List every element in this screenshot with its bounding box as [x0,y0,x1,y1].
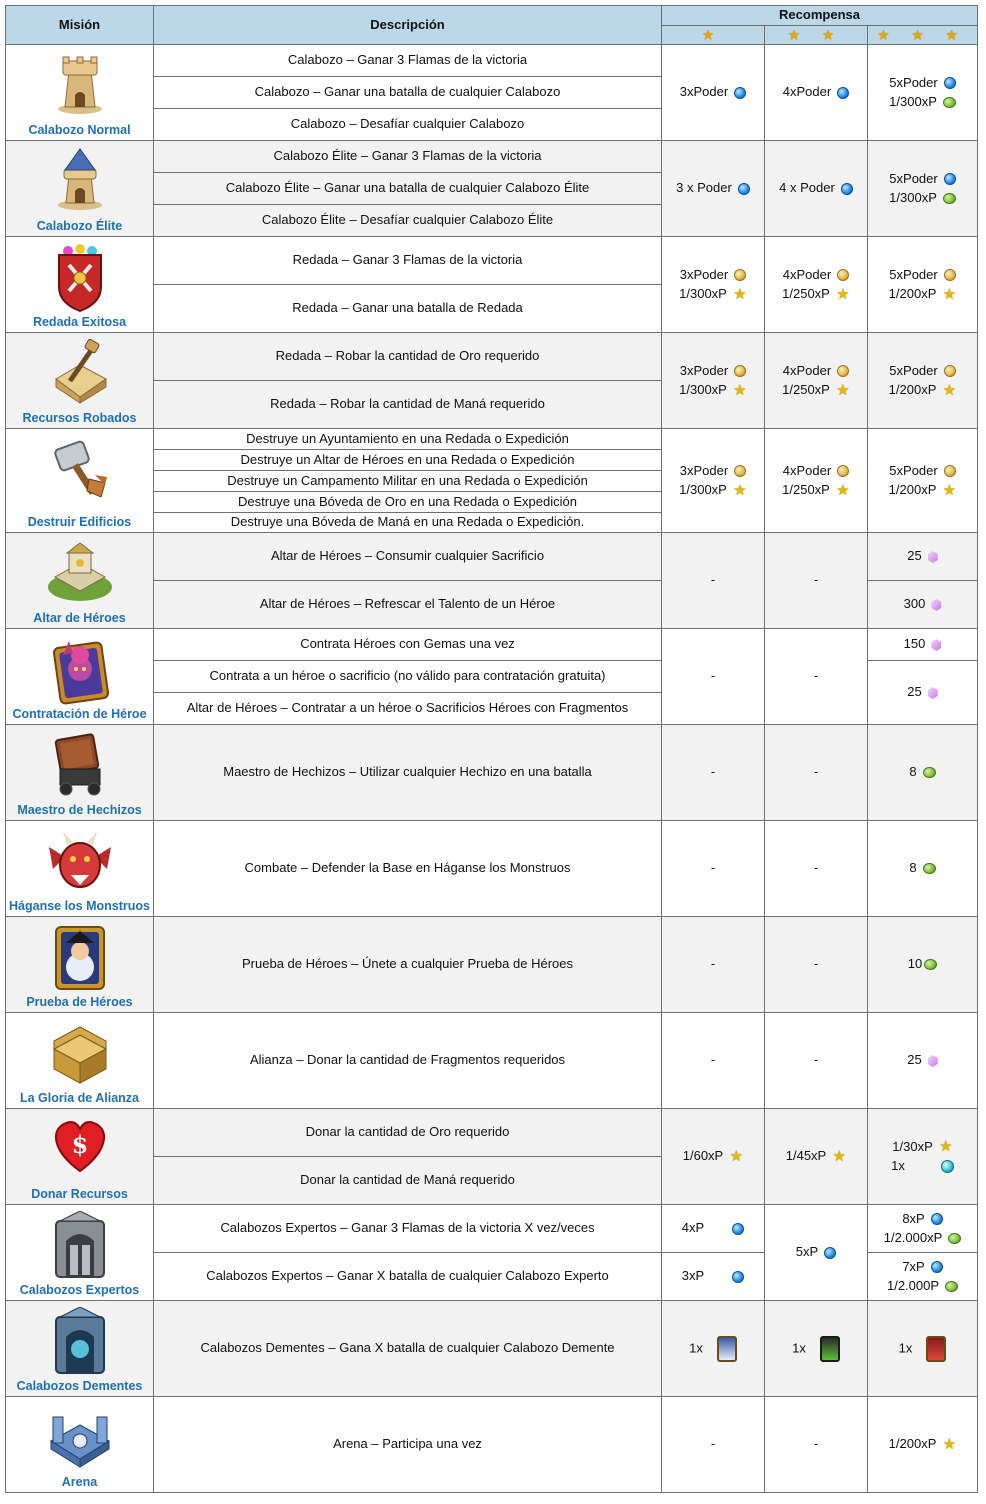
mission-cell [6,917,154,1013]
mission-description: Calabozo – Ganar 3 Flamas de la victoria [154,45,662,77]
power-icon [732,1223,744,1235]
mission-description: Combate – Defender la Base en Háganse los Monstruos [154,821,662,917]
guild-xp-leaf-icon [923,767,936,778]
mission-description: Redada – Robar la cantidad de Maná requerido [154,381,662,429]
mission-description: Calabozos Dementes – Gana X batalla de cualquier Calabozo Demente [154,1301,662,1397]
xp-star-icon: ★ [942,1435,957,1453]
svg-text:$: $ [71,1130,88,1159]
hero-portrait-icon [49,635,111,705]
mission-description: Destruye un Campamento Militar en una Redada o Expedición [154,471,662,492]
power-icon [837,87,849,99]
star-icon: ★ [702,27,724,42]
mission-cell [6,333,154,429]
mission-cell [6,45,154,141]
reward-2-star: - [765,1013,868,1109]
reward-1-star: 4xP [662,1205,765,1253]
mission-cell [6,429,154,533]
guild-xp-leaf-icon [924,959,937,970]
col-mission-header: Misión [6,6,154,45]
gold-coin-icon [837,365,849,377]
mission-name: Arena [61,1475,98,1490]
guild-xp-leaf-icon [943,97,956,108]
spellbook-icon [50,731,110,797]
reward-1-star: 3xPoder [662,45,765,141]
reward-3-star: 25 [868,661,978,725]
reward-3-star: 150 [868,629,978,661]
insane-gate-icon [50,1307,110,1377]
power-icon [824,1247,836,1259]
xp-star-icon: ★ [729,1147,743,1165]
mission-name: Calabozos Expertos [19,1283,140,1298]
gem-icon [928,1055,938,1067]
reward-2-star: 4 x Poder [765,141,868,237]
mission-description: Destruye una Bóveda de Oro en una Redada o Expedición [154,492,662,513]
mission-description: Contrata Héroes con Gemas una vez [154,629,662,661]
mana-orb-icon [941,1160,954,1173]
two-star-header [765,26,868,45]
reward-1-star: - [662,1397,765,1493]
mission-description: Calabozos Expertos – Ganar 3 Flamas de la victoria X vez/veces [154,1205,662,1253]
reward-2-star: - [765,533,868,629]
mission-name: Calabozos Dementes [16,1379,143,1394]
mission-name: Altar de Héroes [33,611,126,626]
reward-3-star: 25 [868,533,978,581]
mission-cell [6,1205,154,1301]
reward-3-star: 25 [868,1013,978,1109]
elite-tower-icon [53,147,107,211]
xp-star-icon: ★ [836,481,850,499]
reward-3-star: 5xPoder 1/200xP ★ [868,333,978,429]
hammer-icon [49,435,111,505]
mission-name: La Gloria de Alianza [19,1091,139,1106]
reward-3-star: 5xPoder 1/300xP [868,141,978,237]
gold-coin-icon [944,269,956,281]
mission-description: Calabozo – Ganar una batalla de cualquier Calabozo [154,77,662,109]
reward-2-star: - [765,725,868,821]
reward-2-star: 5xP [765,1205,868,1301]
mission-description: Maestro de Hechizos – Utilizar cualquier Hechizo en una batalla [154,725,662,821]
reward-1-star: - [662,821,765,917]
mission-description: Destruye un Ayuntamiento en una Redada o Expedición [154,429,662,450]
guild-xp-leaf-icon [943,193,956,204]
reward-2-star: 1/45xP ★ [765,1109,868,1205]
missions-table [5,5,978,1493]
col-description-header: Descripción [154,6,662,45]
swords-shield-icon [53,243,107,313]
expert-gate-icon [50,1211,110,1281]
reward-1-star: - [662,725,765,821]
gem-icon [931,599,941,611]
mission-description: Altar de Héroes – Consumir cualquier Sacrificio [154,533,662,581]
mission-name: Donar Recursos [31,1187,128,1202]
reward-3-star: 5xPoder 1/200xP ★ [868,429,978,533]
reward-1-star: 3xP [662,1253,765,1301]
mission-description: Altar de Héroes – Refrescar el Talento de un Héroe [154,581,662,629]
mission-cell [6,141,154,237]
gold-coin-icon [944,465,956,477]
xp-star-icon: ★ [942,481,957,499]
mission-cell [6,1109,154,1205]
reward-3-star: 1/30xP ★ 1x [868,1109,978,1205]
star-icon: ★ ★ ★ [878,27,967,42]
gem-icon [928,551,938,563]
altar-icon [45,539,115,605]
heart-dollar-icon [48,1115,112,1175]
mission-cell [6,1301,154,1397]
xp-star-icon: ★ [836,285,850,303]
mission-description: Contrata a un héroe o sacrificio (no válido para contratación gratuita) [154,661,662,693]
mission-description: Calabozo Élite – Ganar 3 Flamas de la victoria [154,141,662,173]
dragon-icon [43,827,117,895]
reward-2-star: - [765,821,868,917]
mission-cell [6,533,154,629]
reward-3-star: 8 [868,821,978,917]
reward-2-star: 4xPoder 1/250xP ★ [765,333,868,429]
mission-cell [6,725,154,821]
mission-description: Destruye un Altar de Héroes en una Redada o Expedición [154,450,662,471]
reward-1-star: 3xPoder 1/300xP ★ [662,237,765,333]
guild-xp-leaf-icon [948,1233,961,1244]
reward-2-star: 4xPoder [765,45,868,141]
reward-1-star: 1/60xP ★ [662,1109,765,1205]
power-icon [931,1261,943,1273]
gold-coin-icon [734,269,746,281]
reward-2-star: - [765,1397,868,1493]
reward-1-star: 3xPoder 1/300xP ★ [662,333,765,429]
arena-castle-icon [45,1403,115,1469]
mission-name: Recursos Robados [22,411,137,426]
power-icon [734,87,746,99]
mission-description: Calabozo – Desafíar cualquier Calabozo [154,109,662,141]
mission-description: Redada – Ganar una batalla de Redada [154,285,662,333]
reward-1-star: 1x [662,1301,765,1397]
reward-1-star: - [662,533,765,629]
mission-description: Redada – Robar la cantidad de Oro requerido [154,333,662,381]
reward-2-star: - [765,629,868,725]
gold-coin-icon [734,465,746,477]
reward-2-star: 4xPoder 1/250xP ★ [765,237,868,333]
mission-name: Contratación de Héroe [12,707,147,722]
reward-3-star: 8xP 1/2.000xP [868,1205,978,1253]
mission-cell [6,1397,154,1493]
mission-description: Donar la cantidad de Maná requerido [154,1157,662,1205]
reward-1-star: 3 x Poder [662,141,765,237]
reward-3-star: 5xPoder 1/300xP [868,45,978,141]
guild-xp-leaf-icon [923,863,936,874]
star-icon: ★ ★ [788,27,844,42]
mission-description: Donar la cantidad de Oro requerido [154,1109,662,1157]
power-icon [738,183,750,195]
reward-3-star: 300 [868,581,978,629]
reward-1-star: - [662,1013,765,1109]
xp-star-icon: ★ [942,381,957,399]
mission-description: Calabozos Expertos – Ganar X batalla de cualquier Calabozo Experto [154,1253,662,1301]
gold-coin-icon [837,465,849,477]
reward-3-star: 1/200xP ★ [868,1397,978,1493]
mission-name: Calabozo Normal [28,123,131,138]
three-star-header [868,26,978,45]
hero-card-icon [717,1336,737,1362]
reward-1-star: - [662,629,765,725]
alliance-chest-icon [48,1019,112,1085]
spell-card-icon [820,1336,840,1362]
tower-icon [53,51,107,115]
mission-cell [6,821,154,917]
xp-star-icon: ★ [733,285,747,303]
reward-2-star: - [765,917,868,1013]
power-icon [931,1213,943,1225]
reward-3-star: 8 [868,725,978,821]
mission-description: Destruye una Bóveda de Maná en una Redada o Expedición. [154,513,662,533]
reward-3-star: 10 [868,917,978,1013]
gold-coin-icon [944,365,956,377]
reward-3-star: 5xPoder 1/200xP ★ [868,237,978,333]
mission-cell [6,1013,154,1109]
reward-2-star: 1x [765,1301,868,1397]
reward-1-star: 3xPoder 1/300xP ★ [662,429,765,533]
mission-cell [6,237,154,333]
hero-trial-icon [50,923,110,993]
gem-icon [931,639,941,651]
mission-description: Altar de Héroes – Contratar a un héroe o Sacrificios Héroes con Fragmentos [154,693,662,725]
hero-card-icon [926,1336,946,1362]
mission-description: Redada – Ganar 3 Flamas de la victoria [154,237,662,285]
xp-star-icon: ★ [939,1138,953,1156]
xp-star-icon: ★ [942,285,957,303]
power-icon [841,183,853,195]
gem-icon [928,687,938,699]
mission-name: Maestro de Hechizos [17,803,142,818]
gold-coin-icon [837,269,849,281]
mission-name: Redada Exitosa [32,315,127,330]
power-icon [944,173,956,185]
mission-description: Arena – Participa una vez [154,1397,662,1493]
reward-2-star: 4xPoder 1/250xP ★ [765,429,868,533]
reward-3-star: 1x [868,1301,978,1397]
mission-name: Calabozo Élite [36,219,123,234]
xp-star-icon: ★ [733,481,747,499]
mission-name: Háganse los Monstruos [9,899,150,914]
mission-name: Destruir Edificios [27,515,132,530]
mission-description: Calabozo Élite – Ganar una batalla de cualquier Calabozo Élite [154,173,662,205]
power-icon [732,1271,744,1283]
mission-description: Alianza – Donar la cantidad de Fragmentos requeridos [154,1013,662,1109]
xp-star-icon: ★ [832,1147,846,1165]
reward-3-star: 7xP 1/2.000P [868,1253,978,1301]
mission-cell [6,629,154,725]
loot-crate-icon [50,339,110,405]
col-reward-header: Recompensa [662,6,978,26]
mission-name: Prueba de Héroes [26,995,133,1010]
mission-description: Calabozo Élite – Desafíar cualquier Calabozo Élite [154,205,662,237]
reward-1-star: - [662,917,765,1013]
gold-coin-icon [734,365,746,377]
guild-xp-leaf-icon [945,1281,958,1292]
mission-description: Prueba de Héroes – Únete a cualquier Prueba de Héroes [154,917,662,1013]
one-star-header [662,26,765,45]
xp-star-icon: ★ [836,381,850,399]
power-icon [944,77,956,89]
xp-star-icon: ★ [733,381,747,399]
